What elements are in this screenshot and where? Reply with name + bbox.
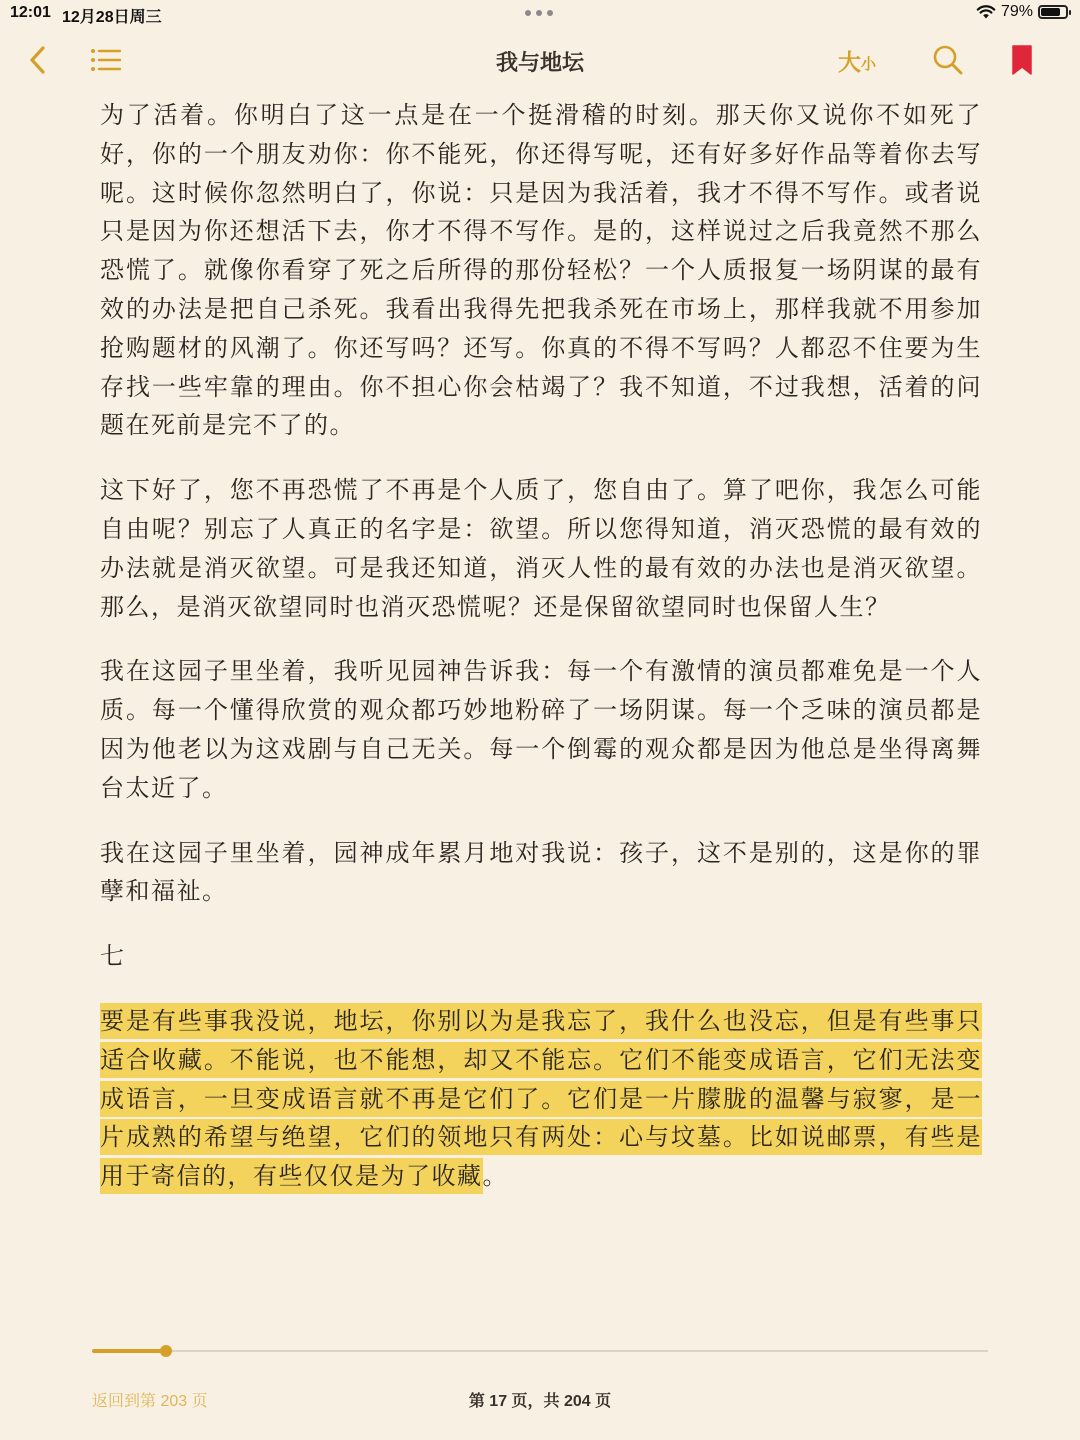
progress-track (92, 1350, 988, 1352)
paragraph: 我在这园子里坐着，我听见园神告诉我：每一个有激情的演员都难免是一个人质。每一个懂得欣赏的观众都巧妙地粉碎了一场阴谋。每一个乏味的演员都是因为他老以为这戏剧与自己无关。每一个倒霉的观众都是因为他总是坐得离舞台太近了。 (100, 657, 982, 802)
status-time: 12:01 (10, 4, 51, 21)
reader-toolbar (0, 36, 1080, 86)
progress-thumb[interactable] (160, 1345, 172, 1357)
font-size-button[interactable] (838, 42, 876, 78)
battery-icon (1038, 5, 1068, 19)
bookmark-button[interactable] (1004, 40, 1040, 80)
status-bar (0, 0, 1080, 30)
search-icon (932, 44, 964, 76)
paragraph: 为了活着。你明白了这一点是在一个挺滑稽的时刻。那天你又说你不如死了好，你的一个朋友劝你：你不能死，你还得写呢，还有好多好作品等着你去写呢。这时候你忽然明白了，你说：只是因为我活着，我才不得不写作。或者说只是因为你还想活下去，你才不得不写作。是的，这样说过之后我竟然不那么恐慌了。就像你看穿了死之后所得的那份轻松？一个人质报复一场阴谋的最有效的办法是把自己杀死。我看出我得先把我杀死在市场上，那样我就不用参加抢购题材的风潮了。你还写吗？还写。你真的不得不写吗？人都忍不住要为生存找一些牢靠的理由。你不担心你会枯竭了？我不知道，不过我想，活着的问题在死前是完不了的。 (100, 101, 982, 440)
multitasking-dots-icon[interactable] (525, 10, 553, 16)
battery-percent: 79% (1000, 3, 1033, 20)
book-page-content (100, 96, 982, 1222)
page-progress-slider[interactable] (92, 1349, 988, 1353)
font-size-big-label: 大 (838, 48, 861, 75)
section-heading: 七 (100, 942, 126, 971)
return-to-page-link[interactable]: 返回到第 203 页 (92, 1393, 208, 1410)
page-indicator: 第 17 页，共 204 页 (468, 1393, 612, 1410)
book-title: 我与地坛 (495, 50, 584, 75)
paragraph: 这下好了，您不再恐慌了不再是个人质了，您自由了。算了吧你，我怎么可能自由呢？别忘了人真正的名字是：欲望。所以您得知道，消灭恐慌的最有效的办法就是消灭欲望。可是我还知道，消灭人性的最有效的办法也是消灭欲望。那么，是消灭欲望同时也消灭恐慌呢？还是保留欲望同时也保留人生？ (100, 476, 982, 621)
search-button[interactable] (928, 40, 968, 80)
reader-footer (0, 1388, 1080, 1412)
highlighted-text[interactable]: 要是有些事我没说，地坛，你别以为是我忘了，我什么也没忘，但是有些事只适合收藏。不能说，也不能想，却又不能忘。它们不能变成语言，它们无法变成语言，一旦变成语言就不再是它们了。它们是一片朦胧的温馨与寂寥，是一片成熟的希望与绝望，它们的领地只有两处：心与坟墓。比如说邮票，有些是用于寄信的，有些仅仅是为了收藏 (100, 1003, 982, 1194)
progress-fill (92, 1349, 166, 1353)
highlighted-paragraph (100, 1002, 982, 1196)
wifi-icon (976, 4, 996, 20)
status-indicators (976, 3, 1068, 21)
font-size-small-label: 小 (861, 55, 877, 73)
paragraph: 我在这园子里坐着，园神成年累月地对我说：孩子，这不是别的，这是你的罪孽和福祉。 (100, 838, 982, 906)
paragraph-tail: 。 (482, 1162, 508, 1191)
status-date: 12月28日周三 (62, 9, 162, 26)
bookmark-icon (1011, 44, 1033, 76)
